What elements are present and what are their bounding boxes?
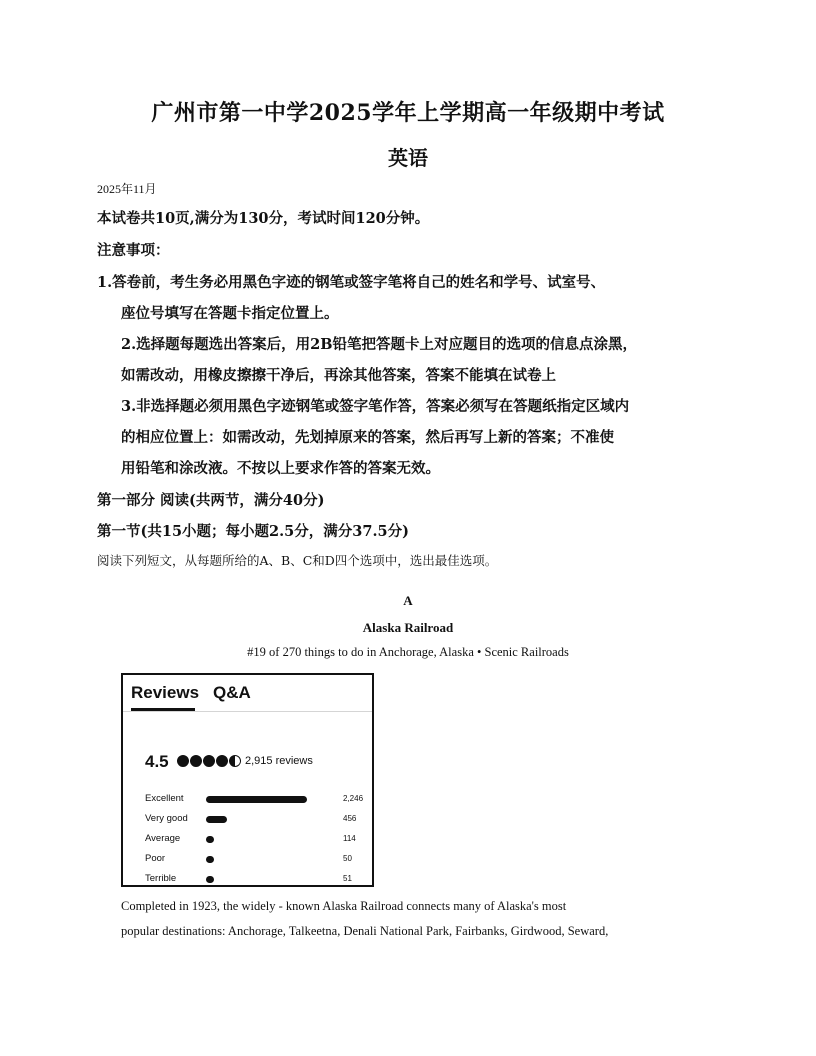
- rating-row-count: 456: [343, 814, 357, 823]
- exam-info: 本试卷共10页,满分为130分，考试时间120分钟。: [97, 210, 430, 227]
- passage-subtitle: #19 of 270 things to do in Anchorage, Alaska • Scenic Railroads: [247, 645, 569, 659]
- section-1-heading: 第一节(共15小题；每小题2.5分，满分37.5分): [97, 523, 409, 540]
- rating-row-label: Excellent: [145, 793, 184, 804]
- bubble-icon: [203, 755, 215, 767]
- rating-row-label: Poor: [145, 853, 166, 864]
- note-3-line-3: 用铅笔和涂改液。不按以上要求作答的答案无效。: [121, 460, 440, 477]
- bubble-icon: [177, 755, 189, 767]
- half-bubble-icon: [229, 755, 241, 767]
- rating-score: 4.5: [145, 752, 169, 771]
- notes-heading: 注意事项：: [97, 242, 170, 259]
- rating-row-bar: [206, 856, 214, 863]
- tab-reviews: Reviews: [131, 683, 200, 702]
- rating-row-count: 2,246: [343, 794, 364, 803]
- reviews-widget-image: [121, 673, 374, 887]
- rating-row-count: 50: [343, 854, 352, 863]
- note-3-line-1: 3.非选择题必须用黑色字迹钢笔或签字笔作答，答案必须写在答题纸指定区域内: [121, 398, 630, 415]
- rating-row-label: Average: [145, 833, 181, 844]
- rating-row-bar: [206, 876, 214, 883]
- rating-row-bar: [206, 836, 214, 843]
- note-1-line-2: 座位号填写在答题卡指定位置上。: [121, 305, 339, 322]
- exam-subject: 英语: [388, 146, 428, 170]
- passage-letter: A: [403, 593, 413, 608]
- note-2-line-1: 2.选择题每题选出答案后，用2B铅笔把答题卡上对应题目的选项的信息点涂黑，: [121, 336, 637, 353]
- passage-body-line-1: Completed in 1923, the widely - known Alaska Railroad connects many of Alaska's most: [121, 899, 567, 913]
- rating-row-bar: [206, 816, 227, 823]
- rating-row-count: 114: [343, 834, 356, 843]
- directions: 阅读下列短文，从每题所给的A、B、C和D四个选项中，选出最佳选项。: [97, 553, 498, 568]
- note-1-line-1: 1.答卷前，考生务必用黑色字迹的钢笔或签字笔将自己的姓名和学号、试室号、: [97, 274, 606, 291]
- note-2-line-2: 如需改动，用橡皮擦擦干净后，再涂其他答案，答案不能填在试卷上: [121, 367, 556, 384]
- bubble-icon: [190, 755, 202, 767]
- exam-date: 2025年11月: [97, 182, 157, 196]
- passage-body-line-2: popular destinations: Anchorage, Talkeetna, Denali National Park, Fairbanks, Girdwood, Seward,: [121, 924, 609, 938]
- review-count: 2,915 reviews: [245, 755, 313, 767]
- part-1-heading: 第一部分 阅读(共两节，满分40分): [97, 492, 325, 509]
- rating-row-count: 51: [343, 874, 352, 883]
- passage-title: Alaska Railroad: [362, 620, 454, 635]
- rating-row-label: Terrible: [145, 873, 177, 884]
- bubble-icon: [216, 755, 228, 767]
- rating-row-label: Very good: [145, 813, 188, 824]
- tab-qa: Q&A: [213, 683, 251, 702]
- note-3-line-2: 的相应位置上：如需改动，先划掉原来的答案，然后再写上新的答案；不准使: [121, 429, 614, 446]
- tab-divider: [123, 711, 372, 712]
- exam-title: 广州市第一中学2025学年上学期高一年级期中考试: [151, 100, 665, 126]
- rating-row-bar: [206, 796, 307, 803]
